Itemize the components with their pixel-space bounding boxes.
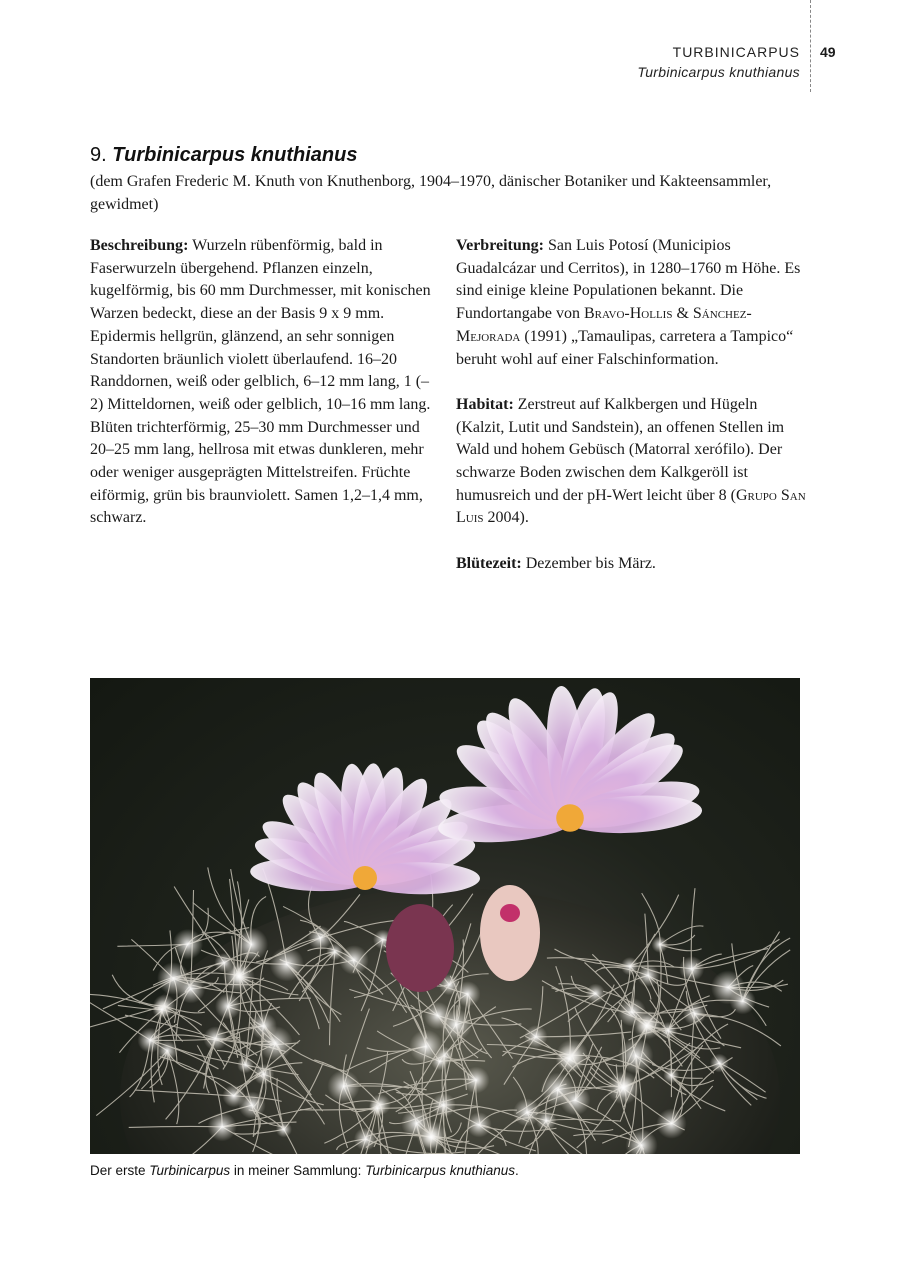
running-head <box>400 42 800 82</box>
species-name: Turbinicarpus knuthianus <box>112 144 358 166</box>
habitat-text-end: 2004). <box>487 509 529 527</box>
running-head-species: Turbinicarpus knuthianus <box>637 64 800 80</box>
ampersand: & <box>676 305 689 323</box>
running-head-divider <box>810 0 811 92</box>
habitat-text: Zerstreut auf Kalkbergen und Hügeln (Kalzit, Lutit und Sandstein), an offenen Stellen im Wald und hohem Gebüsch (Matorral xerófilo). Der schwarze Boden zwischen dem Kalkgeröll ist humusreich und der pH-Wert leicht über 8 ( <box>456 395 785 504</box>
caption-middle: in meiner Sammlung: <box>233 1163 362 1178</box>
bluetezeit-paragraph: Blütezeit: Dezember bis März. <box>456 554 656 572</box>
verbreitung-label: Verbreitung <box>456 237 539 254</box>
habitat-label: Habitat <box>456 395 509 413</box>
caption-prefix: Der erste <box>90 1163 146 1178</box>
habitat-paragraph: Habitat: Zerstreut auf Kalkbergen und Hügeln (Kalzit, Lutit und Sandstein), an offenen Stellen im Wald und hohem Gebüsch (Matorral xerófilo). Der schwarze Boden zwischen dem Kalkgeröll ist humusreich und der pH-Wert leicht über 8 (Grupo San Luis 2004). <box>456 395 806 527</box>
page-number: 49 <box>820 44 836 60</box>
verbreitung-text: San Luis Potosí (Municipios Guadalcázar und Cerritos), in 1280–1760 m Höhe. Es sind einige kleine Populationen bekannt. Die Fundortangabe von <box>456 237 801 323</box>
beschreibung-text: Wurzeln rübenförmig, bald in Faserwurzeln übergehend. Pflanzen einzeln, kugelförmig, bis 60 mm Durchmesser, mit konischen Warzen bedeckt, diese an der Basis 9 x 9 mm. Epidermis hellgrün, glänzend, an sehr sonnigen Standorten bräunlich violett überlaufend. 16–20 Randdornen, weiß oder gelblich, 6–12 mm lang, 1 (–2) Mitteldornen, weiß oder gelblich, 10–16 mm lang. Blüten trichterförmig, 25–30 mm Durchmesser und 20–25 mm lang, hellrosa mit etwas dunkleren, mehr oder weniger ausgeprägten Mittelstreifen. Früchte eiförmig, grün bis braunviolett. Samen 1,2–1,4 mm, schwarz. <box>90 237 431 527</box>
caption-suffix: . <box>515 1163 519 1178</box>
bluetezeit-label: Blütezeit <box>456 554 517 572</box>
author-bravo-hollis: Bravo-Hollis <box>583 305 673 323</box>
author-sanchez-mejorada: Sánchez-Mejorada <box>456 305 752 345</box>
cactus-photo <box>90 678 800 1154</box>
author-grupo-san-luis: Grupo San Luis <box>456 486 806 527</box>
verbreitung-paragraph: Verbreitung: San Luis Potosí (Municipios Guadalcázar und Cerritos), in 1280–1760 m Höhe. Es sind einige kleine Populationen bekannt. Die Fundortangabe von Bravo-Hollis & Sánchez-Mejorada (1991) „Tamaulipas, carretera a Tampico“ beruht wohl auf einer Falschinformation. <box>456 237 801 368</box>
bluetezeit-text: Dezember bis März. <box>525 554 656 572</box>
caption-genus: Turbinicarpus <box>149 1163 231 1178</box>
cactus-illustration <box>90 678 800 1154</box>
verbreitung-text-end: (1991) „Tamaulipas, carretera a Tampico“ beruht wohl auf einer Falschinformation. <box>456 327 794 368</box>
species-title <box>90 141 357 169</box>
photo-caption <box>90 1162 800 1180</box>
dedication: (dem Grafen Frederic M. Knuth von Knuthenborg, 1904–1970, dänischer Botaniker und Kakteensammler, gewidmet) <box>90 173 772 213</box>
right-column <box>456 235 806 598</box>
beschreibung-label: Beschreibung <box>90 237 184 254</box>
species-number: 9. <box>90 144 107 166</box>
left-column <box>90 235 440 553</box>
running-head-genus: TURBINICARPUS <box>672 44 800 60</box>
caption-species: Turbinicarpus knuthianus <box>365 1163 516 1178</box>
beschreibung-paragraph: Beschreibung: Wurzeln rübenförmig, bald in Faserwurzeln übergehend. Pflanzen einzeln, kugelförmig, bis 60 mm Durchmesser, mit konischen Warzen bedeckt, diese an der Basis 9 x 9 mm. Epidermis hellgrün, glänzend, an sehr sonnigen Standorten bräunlich violett überlaufend. 16–20 Randdornen, weiß oder gelblich, 6–12 mm lang, 1 (–2) Mitteldornen, weiß oder gelblich, 10–16 mm lang. Blüten trichterförmig, 25–30 mm Durchmesser und 20–25 mm lang, hellrosa mit etwas dunkleren, mehr oder weniger ausgeprägten Mittelstreifen. Früchte eiförmig, grün bis braunviolett. Samen 1,2–1,4 mm, schwarz. <box>90 237 431 527</box>
